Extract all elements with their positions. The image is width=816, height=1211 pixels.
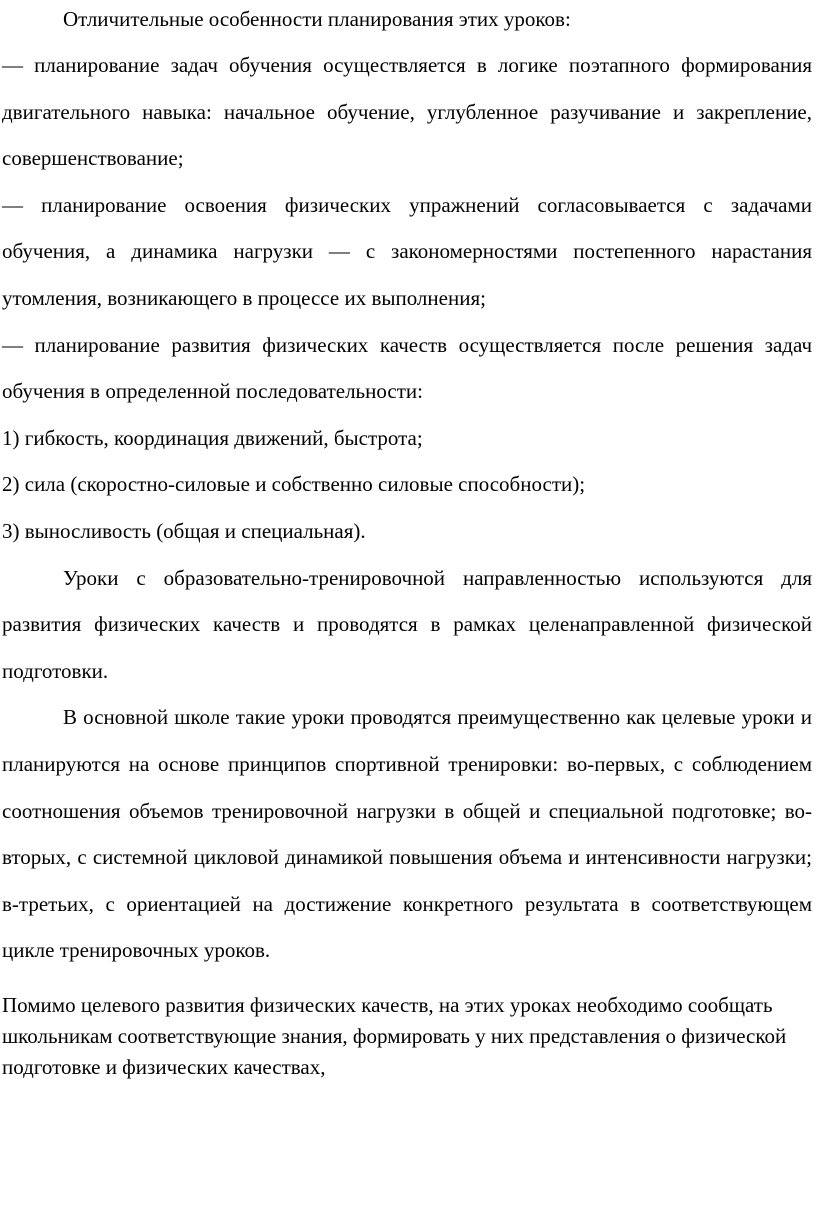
paragraph-item-exercises: — планирование освоения физических упражнений согласовывается с задачами обучения, а динамика нагрузки — с закономерностями постепенного нарастания утомления, возникающего в процессе их выполнения; bbox=[2, 192, 812, 310]
list-item-strength: 2) сила (скоростно-силовые и собственно силовые способности); bbox=[2, 472, 586, 497]
paragraph-item-training-tasks: — планирование задач обучения осуществляется в логике поэтапного формирования двигательного навыка: начальное обучение, углубленное разучивание и закрепление, совершенствование; bbox=[2, 53, 812, 171]
paragraph-item-physical-qualities: — планирование развития физических качеств осуществляется после решения задач обучения в определенной последовательности: bbox=[2, 332, 812, 404]
paragraph-intro: Отличительные особенности планирования этих уроков: bbox=[63, 7, 571, 31]
list-item-flexibility: 1) гибкость, координация движений, быстрота; bbox=[2, 425, 423, 450]
list-item-endurance: 3) выносливость (общая и специальная). bbox=[2, 518, 366, 543]
paragraph-basic-school: В основной школе такие уроки проводятся преимущественно как целевые уроки и планируются на основе принципов спортивной тренировки: во-первых, с соблюдением соотношения объемов тренировочной нагрузки в общей и специальной подготовке; во-вторых, с системной цикловой динамикой повышения объема и интенсивности нагрузки; в-третьих, с ориентацией на достижение конкретного результата в соответствующем цикле тренировочных уроков. bbox=[2, 705, 812, 963]
paragraph-training-lessons: Уроки с образовательно-тренировочной направленностью используются для развития физических качеств и проводятся в рамках целенаправленной физической подготовки. bbox=[2, 565, 812, 683]
paragraph-knowledge: Помимо целевого развития физических качеств, на этих уроках необходимо сообщать школьникам соответствующие знания, формировать у них представления о физической подготовке и физических качествах, bbox=[2, 992, 787, 1079]
